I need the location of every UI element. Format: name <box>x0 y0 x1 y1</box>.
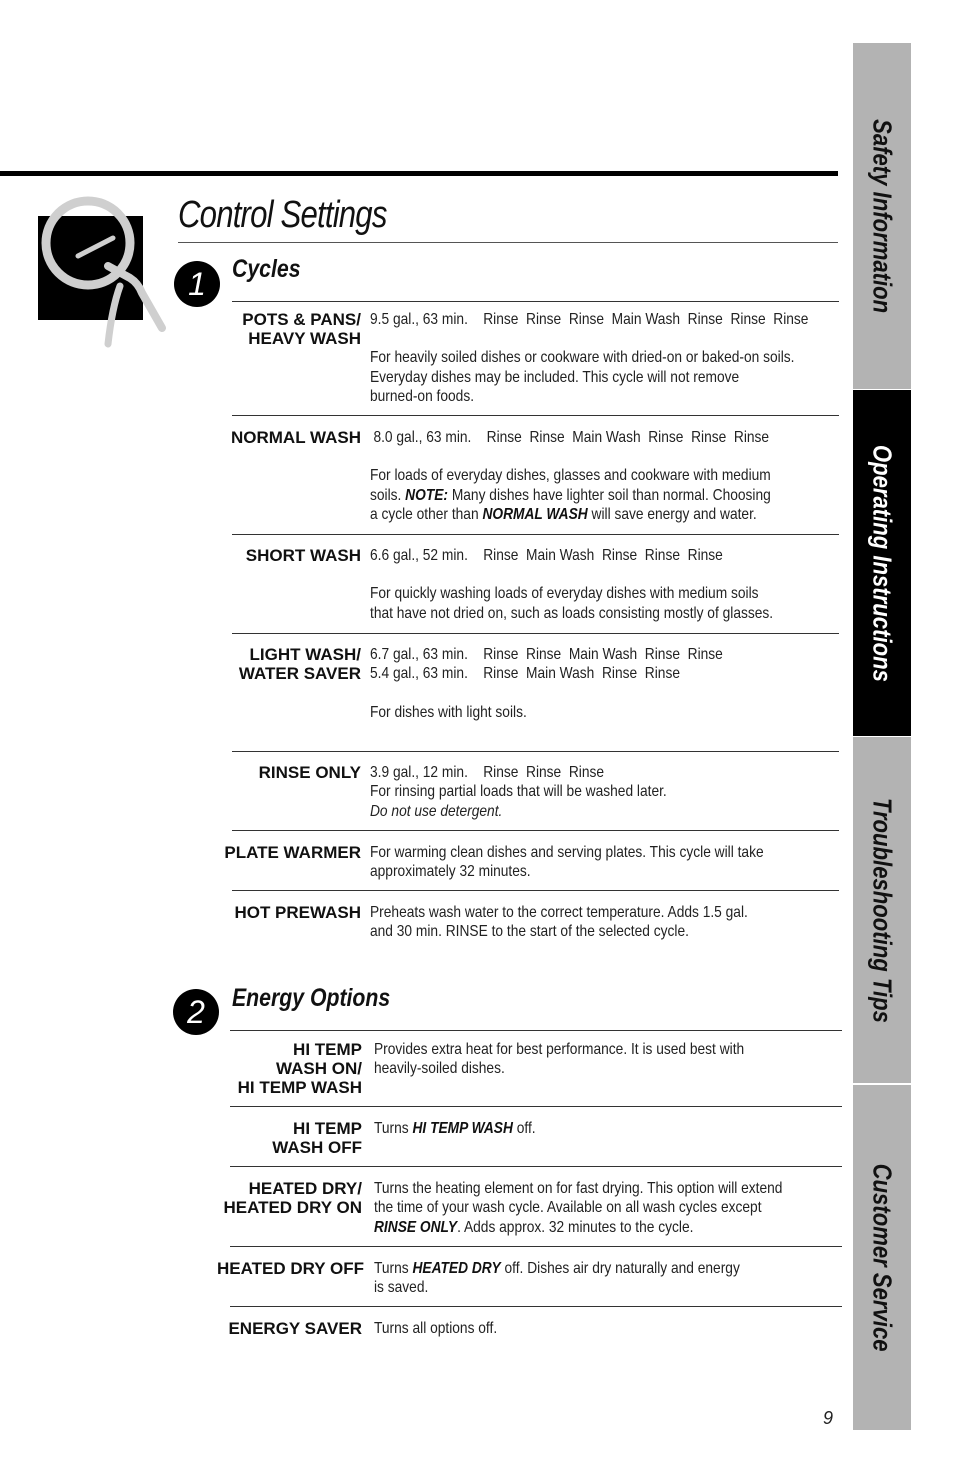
divider <box>230 1306 842 1307</box>
cycle-desc-hot-prewash: Preheats wash water to the correct temperature. Adds 1.5 gal. and 30 min. RINSE to the start of the selected cycle. <box>370 904 748 941</box>
option-label-heated-dry-on: HEATED DRY/ HEATED DRY ON <box>223 1179 362 1217</box>
section-title-energy-options: Energy Options <box>232 984 391 1012</box>
cycle-desc-pots-pans: 9.5 gal., 63 min. Rinse Rinse Rinse Main Wash Rinse Rinse Rinse For heavily soiled dishes or cookware with dried-on or baked-on soils. Everyday dishes may be included. This cycle will not remove burned-on foods. <box>370 311 809 405</box>
cycle-desc-normal-wash: 8.0 gal., 63 min. Rinse Rinse Main Wash Rinse Rinse Rinse For loads of everyday dishes, glasses and cookware with medium soils. NOTE: Many dishes have lighter soil than normal. Choosing a cycle other than NORMAL WASH will save energy and water. <box>370 429 771 523</box>
page-title: Control Settings <box>178 194 387 236</box>
cycle-label-plate-warmer: PLATE WARMER <box>224 843 361 862</box>
divider <box>232 751 839 752</box>
control-dial-icon <box>38 188 168 348</box>
option-desc-energy-saver: Turns all options off. <box>374 1320 498 1337</box>
tab-label: Troubleshooting Tips <box>867 797 898 1023</box>
cycle-label-hot-prewash: HOT PREWASH <box>234 903 361 922</box>
title-rule <box>178 242 838 243</box>
cycle-label-light-wash: LIGHT WASH/ WATER SAVER <box>238 645 361 683</box>
tab-safety-information[interactable] <box>853 43 911 389</box>
divider <box>232 534 839 535</box>
header-rule <box>0 171 838 176</box>
divider <box>230 1030 842 1031</box>
divider <box>230 1166 842 1167</box>
option-desc-hi-temp-off: Turns HI TEMP WASH off. <box>374 1120 536 1137</box>
section-title-cycles: Cycles <box>232 255 301 283</box>
tab-label: Operating Instructions <box>867 444 898 682</box>
cycle-desc-plate-warmer: For warming clean dishes and serving plates. This cycle will take approximately 32 minutes. <box>370 844 764 881</box>
divider <box>232 633 839 634</box>
tab-customer-service[interactable] <box>853 1085 911 1430</box>
option-label-heated-dry-off: HEATED DRY OFF <box>216 1259 364 1278</box>
cycle-desc-light-wash: 6.7 gal., 63 min. Rinse Rinse Main Wash Rinse Rinse 5.4 gal., 63 min. Rinse Main Wash Rinse Rinse For dishes with light soils. <box>370 646 723 721</box>
option-label-hi-temp-on: HI TEMP WASH ON/ HI TEMP WASH <box>237 1040 362 1097</box>
divider <box>230 1106 842 1107</box>
divider <box>230 1246 842 1247</box>
page-number: 9 <box>823 1408 834 1428</box>
step-1-badge: 1 <box>174 261 220 307</box>
cycle-label-pots-pans: POTS & PANS/ HEAVY WASH <box>242 310 361 348</box>
option-label-hi-temp-off: HI TEMP WASH OFF <box>272 1119 362 1157</box>
option-desc-hi-temp-on: Provides extra heat for best performance. It is used best with heavily-soiled dishes. <box>374 1041 745 1078</box>
step-2-badge: 2 <box>173 989 219 1035</box>
divider <box>232 830 839 831</box>
cycle-label-short-wash: SHORT WASH <box>245 546 361 565</box>
divider <box>232 301 839 302</box>
tab-label: Customer Service <box>867 1163 898 1352</box>
option-label-energy-saver: ENERGY SAVER <box>228 1319 362 1338</box>
cycle-label-rinse-only: RINSE ONLY <box>258 763 361 782</box>
tab-operating-instructions[interactable] <box>853 390 911 736</box>
tab-troubleshooting-tips[interactable] <box>853 737 911 1083</box>
divider <box>232 890 839 891</box>
cycle-label-normal-wash: NORMAL WASH <box>230 428 361 447</box>
option-desc-heated-dry-on: Turns the heating element on for fast drying. This option will extend the time of your wash cycle. Available on all wash cycles except RINSE ONLY. Adds approx. 32 minutes to the cycle. <box>374 1180 783 1236</box>
cycle-desc-short-wash: 6.6 gal., 52 min. Rinse Main Wash Rinse Rinse Rinse For quickly washing loads of everyday dishes with medium soils that have not dried on, such as loads consisting mostly of glasses. <box>370 547 774 622</box>
option-desc-heated-dry-off: Turns HEATED DRY off. Dishes air dry naturally and energy is saved. <box>374 1260 740 1297</box>
divider <box>232 415 839 416</box>
tab-label: Safety Information <box>867 118 898 314</box>
cycle-desc-rinse-only: 3.9 gal., 12 min. Rinse Rinse Rinse For rinsing partial loads that will be washed later. Do not use detergent. <box>370 764 667 820</box>
